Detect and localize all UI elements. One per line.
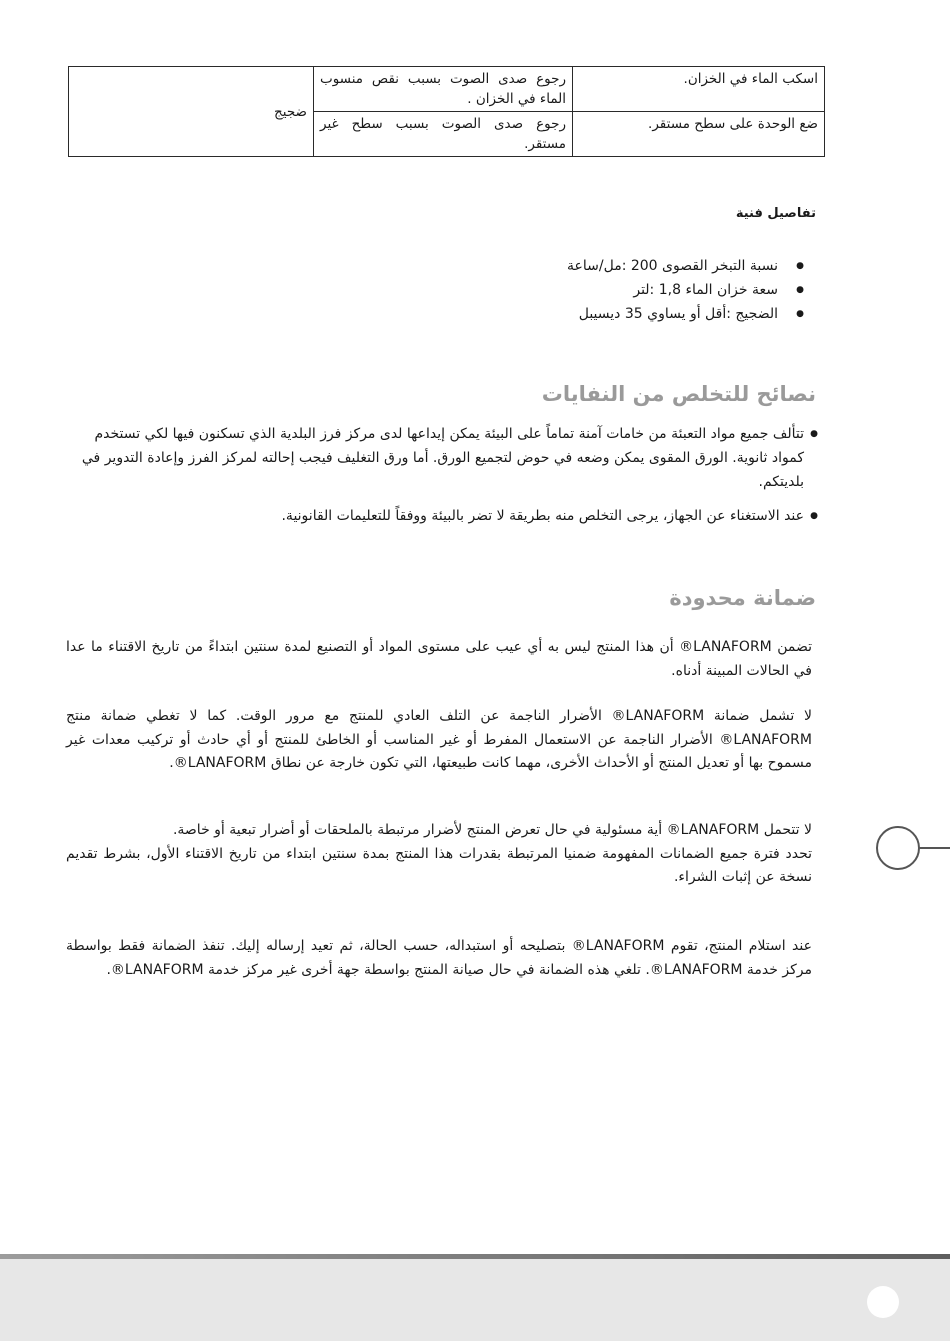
- section-tab-line: [918, 847, 950, 849]
- list-item: ● نسبة التبخر القصوى 200 :مل/ساعة: [408, 254, 808, 278]
- list-item: ● الضجيج :أقل أو يساوي 35 ديسيبل: [408, 302, 808, 326]
- troubleshooting-table: [68, 66, 825, 157]
- footer-bar: [0, 1259, 950, 1341]
- list-item: ● سعة خزان الماء 1,8 :لتر: [408, 278, 808, 302]
- technical-details-heading: تفاصيل فنية: [735, 206, 816, 221]
- solution-cell: ضع الوحدة على سطح مستقر.: [573, 112, 825, 157]
- list-item: ● تتألف جميع مواد التعبئة من خامات آمنة تماماً على البيئة يمكن إيداعها لدى مركز فرز البلدية الذي تسكنون فيها لكي تستخدم كمواد ثانوية. الورق المقوى يمكن وضعه في حوض لتجميع الورق. أما ورق التغليف فيجب إحالته لمركز الفرز وإعادة التدوير في بلديتكم.: [66, 422, 818, 494]
- disposal-list: [66, 422, 818, 528]
- warranty-title: ضمانة محدودة: [669, 586, 816, 610]
- list-item: ● عند الاستغناء عن الجهاز، يرجى التخلص منه بطريقة لا تضر بالبيئة ووفقاً للتعليمات القانونية.: [66, 504, 818, 528]
- technical-specs-list: [408, 254, 808, 326]
- warranty-paragraph: لا تتحمل LANAFORM® أية مسئولية في حال تعرض المنتج لأضرار مرتبطة بالملحقات أو أضرار تبعية أو خاصة. تحدد فترة جميع الضمانات المفهومة ضمنيا المرتبطة بقدرات هذا المنتج بمدة سنتين ابتداء من تاريخ الاقتناء الأول، بشرط تقديم نسخة عن إثبات الشراء.: [66, 822, 812, 885]
- warranty-paragraph: عند استلام المنتج، تقوم LANAFORM® بتصليحه أو استبداله، حسب الحالة، ثم تعيد إرساله إليك. تنفذ الضمانة فقط بواسطة مركز خدمة LANAFORM®. تلغي هذه الضمانة في حال صيانة المنتج بواسطة جهة أخرى غير مركز خدمة LANAFORM®.: [66, 938, 812, 978]
- problem-cell: ضجيج: [69, 67, 314, 157]
- disposal-title: نصائح للتخلص من النفايات: [541, 382, 816, 406]
- section-tab-marker: [876, 826, 920, 870]
- warranty-paragraph: لا تشمل ضمانة LANAFORM® الأضرار الناجمة عن التلف العادي للمنتج مع مرور الوقت. كما لا تغطي ضمانة منتج LANAFORM® الأضرار الناجمة عن الاستعمال المفرط أو غير المناسب أو الخاطئ للمنتج أو أي حادث أو تركيب معدات غير مسموح بها أو تعديل المنتج أو الأحداث الأخرى، مهما كانت طبيعتها، التي تكون خارجة عن نطاق LANAFORM®.: [66, 708, 812, 771]
- page-number-badge: [867, 1286, 899, 1318]
- table-row: [69, 67, 825, 112]
- solution-cell: اسكب الماء في الخزان.: [573, 67, 825, 112]
- cause-cell: رجوع صدى الصوت بسبب نقص منسوب الماء في الخزان .: [314, 67, 573, 112]
- cause-cell: رجوع صدى الصوت بسبب سطح غير مستقر.: [314, 112, 573, 157]
- warranty-paragraph: تضمن LANAFORM® أن هذا المنتج ليس به أي عيب على مستوى المواد أو التصنيع لمدة سنتين ابتداءً من تاريخ الاقتناء ما عدا في الحالات المبينة أدناه.: [66, 639, 812, 679]
